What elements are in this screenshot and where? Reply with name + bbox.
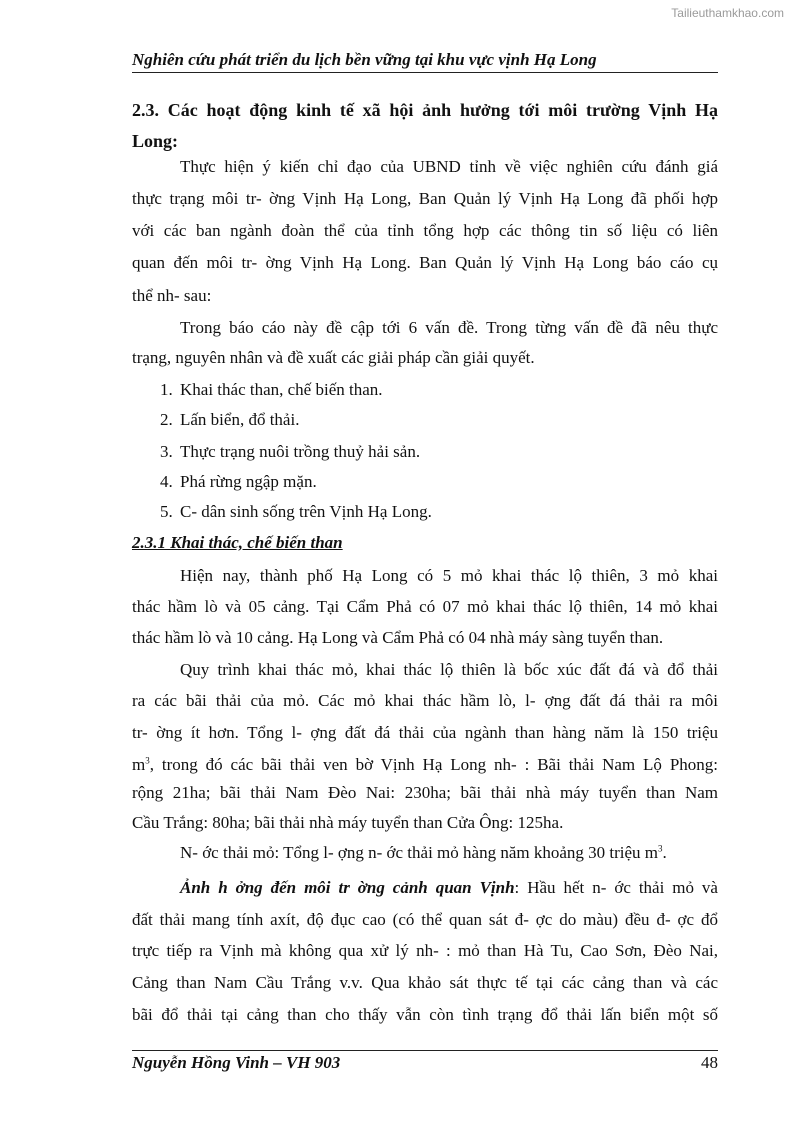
text-line bbox=[180, 318, 718, 338]
text-line bbox=[132, 910, 718, 930]
text-segment: thác hầm lò và 10 cảng. Hạ Long và Cẩm Phả có 04 nhà máy sàng tuyển than. bbox=[132, 628, 664, 647]
text-line bbox=[180, 843, 718, 863]
footer-author: Nguyễn Hồng Vinh – VH 903 bbox=[132, 1053, 341, 1072]
list-item: Phá rừng ngập mặn. bbox=[180, 472, 317, 491]
text-line bbox=[132, 189, 718, 209]
text-segment: Quy trình khai thác mỏ, khai thác lộ thiên là bốc xúc đất đá và đổ thải bbox=[180, 660, 718, 679]
list-number: 4. bbox=[160, 472, 173, 491]
text-segment: Hiện nay, thành phố Hạ Long có 5 mỏ khai thác lộ thiên, 3 mỏ khai bbox=[180, 566, 718, 585]
text-segment: trực tiếp ra Vịnh mà không qua xử lý nh- : mỏ than Hà Tu, Cao Sơn, Đèo Nai, bbox=[132, 941, 718, 960]
text-segment: Trong báo cáo này đề cập tới 6 vấn đề. Trong từng vấn đề đã nêu thực bbox=[180, 318, 718, 337]
text-segment: , trong đó các bãi thải ven bờ Vịnh Hạ Long nh- : Bãi thải Nam Lộ Phong: bbox=[149, 755, 718, 774]
text-line bbox=[132, 628, 718, 648]
text-segment: Cảng than Nam Cầu Trắng v.v. Qua khảo sát thực tế tại các cảng than và các bbox=[132, 973, 718, 992]
text-line bbox=[132, 221, 718, 241]
running-header: Nghiên cứu phát triển du lịch bền vững tại khu vực vịnh Hạ Long bbox=[132, 50, 597, 69]
text-segment: quan đến môi tr- ờng Vịnh Hạ Long. Ban Quản lý Vịnh Hạ Long báo cáo cụ bbox=[132, 253, 718, 272]
text-segment: thác hầm lò và 05 cảng. Tại Cẩm Phả có 07 mỏ khai thác lộ thiên, 14 mỏ khai bbox=[132, 597, 718, 616]
text-line bbox=[180, 660, 718, 680]
text-segment: trạng, nguyên nhân và đề xuất các giải pháp cần giải quyết. bbox=[132, 348, 535, 367]
text-line bbox=[132, 813, 718, 833]
list-item: Thực trạng nuôi trồng thuỷ hải sản. bbox=[180, 442, 421, 461]
text-line bbox=[180, 566, 718, 586]
text-line bbox=[132, 973, 718, 993]
text-line bbox=[132, 1005, 718, 1025]
list-number: 2. bbox=[160, 410, 173, 429]
text-segment: : Hầu hết n- ớc thải mỏ và bbox=[514, 878, 718, 897]
text-line bbox=[132, 723, 718, 743]
list-number: 1. bbox=[160, 380, 173, 399]
list-number: 5. bbox=[160, 502, 173, 521]
list-number: 3. bbox=[160, 442, 173, 461]
text-line bbox=[132, 348, 718, 368]
superscript: 3 bbox=[658, 843, 663, 854]
text-segment: thực trạng môi tr- ờng Vịnh Hạ Long, Ban Quản lý Vịnh Hạ Long đã phối hợp bbox=[132, 189, 718, 208]
text-line bbox=[132, 783, 718, 803]
text-segment: đất thải mang tính axít, độ đục cao (có thể quan sát đ- ợc do màu) đều đ- ợc đổ bbox=[132, 910, 718, 929]
text-segment: rộng 21ha; bãi thải Nam Đèo Nai: 230ha; bãi thải nhà máy tuyển than Nam bbox=[132, 783, 718, 802]
text-segment: bãi đổ thải tại cảng than cho thấy vẫn còn tình trạng đổ thải lấn biển một số bbox=[132, 1005, 718, 1024]
list-item: Khai thác than, chế biến than. bbox=[180, 380, 383, 399]
text-segment: với các ban ngành đoàn thể của tỉnh tổng hợp các thông tin số liệu có liên bbox=[132, 221, 718, 240]
section-heading-cont: Long: bbox=[132, 131, 179, 151]
superscript: 3 bbox=[145, 755, 150, 766]
list-item: C- dân sinh sống trên Vịnh Hạ Long. bbox=[180, 502, 432, 521]
list-item: Lấn biển, đổ thải. bbox=[180, 410, 300, 429]
text-line bbox=[132, 755, 718, 775]
text-segment: Cầu Trắng: 80ha; bãi thải nhà máy tuyển than Cửa Ông: 125ha. bbox=[132, 813, 564, 832]
text-segment: N- ớc thải mỏ: Tổng l- ợng n- ớc thải mỏ hàng năm khoảng 30 triệu m bbox=[180, 843, 659, 862]
text-line bbox=[132, 253, 718, 273]
text-segment: thể nh- sau: bbox=[132, 286, 212, 305]
header-rule bbox=[132, 72, 718, 73]
text-segment: Thực hiện ý kiến chỉ đạo của UBND tỉnh về việc nghiên cứu đánh giá bbox=[180, 157, 718, 176]
text-line bbox=[132, 286, 718, 306]
subsection-heading: 2.3.1 Khai thác, chế biến than bbox=[132, 533, 343, 552]
text-line bbox=[180, 878, 718, 898]
text-segment: ra các bãi thải của mỏ. Các mỏ khai thác hầm lò, l- ợng đất đá thải ra môi bbox=[132, 691, 718, 710]
text-segment: Ảnh h ởng đến môi tr ờng cảnh quan Vịnh bbox=[180, 878, 515, 897]
text-segment: . bbox=[662, 843, 667, 862]
text-line bbox=[180, 157, 718, 177]
watermark: Tailieuthamkhao.com bbox=[671, 6, 784, 20]
text-line bbox=[132, 941, 718, 961]
text-line bbox=[132, 691, 718, 711]
section-heading: 2.3. Các hoạt động kinh tế xã hội ảnh hưởng tới môi trường Vịnh Hạ bbox=[132, 100, 718, 120]
text-line bbox=[132, 597, 718, 617]
footer-rule bbox=[132, 1050, 718, 1051]
page-number: 48 bbox=[701, 1053, 718, 1072]
text-segment: tr- ờng ít hơn. Tổng l- ợng đất đá thải của ngành than hàng năm là 150 triệu bbox=[132, 723, 718, 742]
text-segment: m bbox=[132, 755, 146, 774]
